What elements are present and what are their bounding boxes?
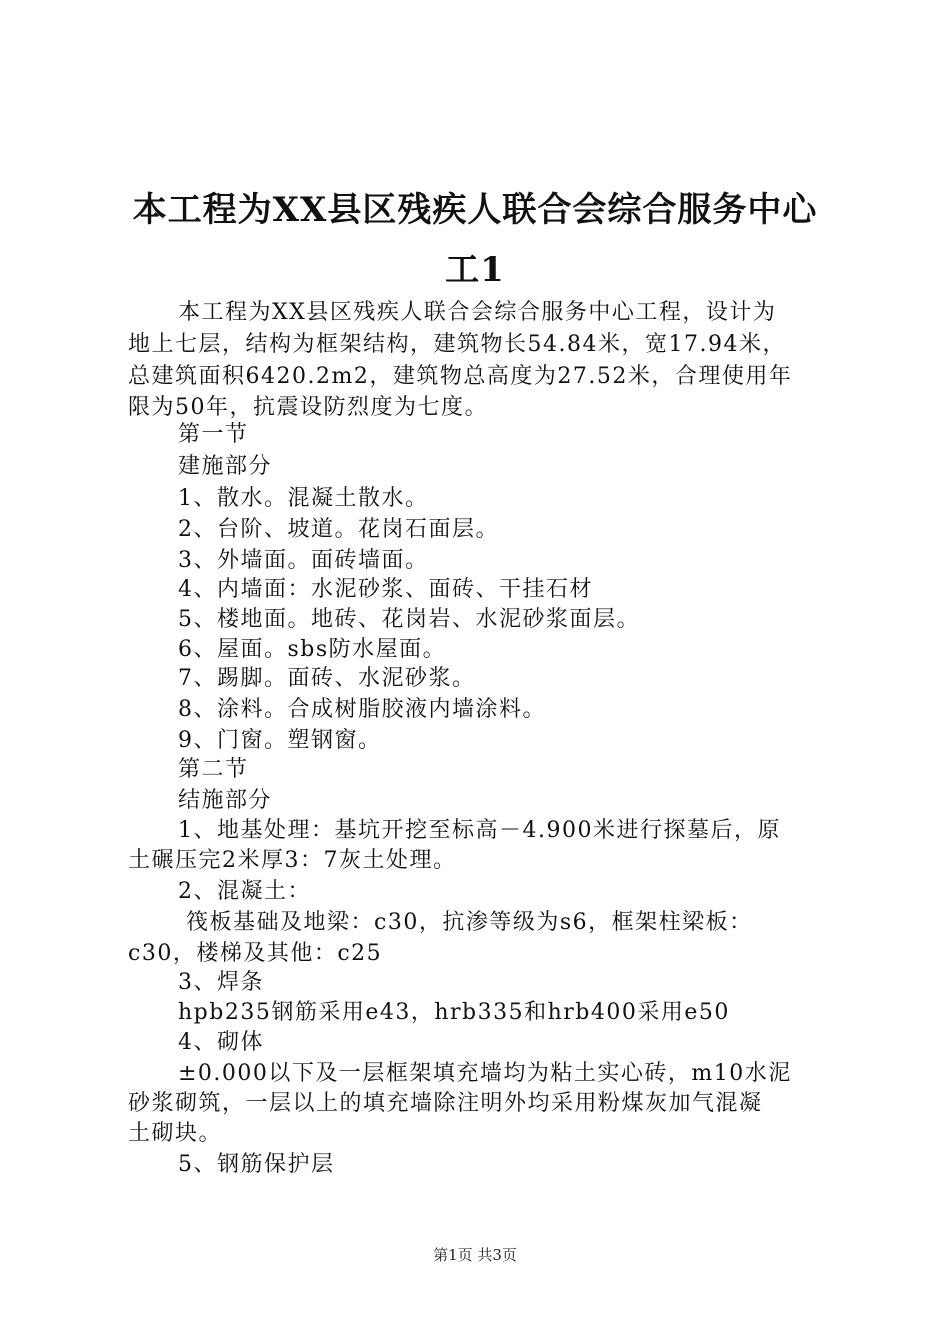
list-item: 3、外墙面。面砖墙面。 <box>178 548 429 573</box>
body-line: hpb235钢筋采用e43，hrb335和hrb400采用e50 <box>178 1000 730 1025</box>
body-line: ±0.000以下及一层框架填充墙均为粘土实心砖，m10水泥 <box>178 1061 792 1086</box>
section-subheading: 结施部分 <box>178 788 273 813</box>
list-item: 8、涂料。合成树脂胶液内墙涂料。 <box>178 697 546 722</box>
list-item: 5、钢筋保护层 <box>178 1152 335 1177</box>
list-item: 9、门窗。塑钢窗。 <box>178 728 382 753</box>
body-line: 土砌块。 <box>128 1121 223 1146</box>
list-item: 3、焊条 <box>178 970 264 995</box>
body-line: c30，楼梯及其他：c25 <box>128 941 383 966</box>
page-footer: 第1页 共3页 <box>433 1246 517 1264</box>
body-line: 限为50年，抗震设防烈度为七度。 <box>128 395 488 420</box>
body-line: 本工程为XX县区残疾人联合会综合服务中心工程，设计为 <box>178 300 777 325</box>
section-subheading: 建施部分 <box>178 454 273 479</box>
body-line: 砂浆砌筑，一层以上的填充墙除注明外均采用粉煤灰加气混凝 <box>128 1091 763 1116</box>
list-item: 2、台阶、坡道。花岗石面层。 <box>178 517 499 542</box>
body-line: 总建筑面积6420.2m2，建筑物总高度为27.52米，合理使用年 <box>128 364 793 389</box>
list-item: 1、散水。混凝土散水。 <box>178 486 429 511</box>
list-item: 5、楼地面。地砖、花岗岩、水泥砂浆面层。 <box>178 607 640 632</box>
list-item: 1、地基处理：基坑开挖至标高－4.900米进行探墓后，原 <box>178 818 781 843</box>
list-item: 4、内墙面：水泥砂浆、面砖、干挂石材 <box>178 577 593 602</box>
body-line: 土碾压完2米厚3：7灰土处理。 <box>128 848 457 873</box>
list-item: 7、踢脚。面砖、水泥砂浆。 <box>178 666 476 691</box>
list-item: 4、砌体 <box>178 1030 264 1055</box>
body-line: 地上七层，结构为框架结构，建筑物长54.84米，宽17.94米， <box>128 332 786 357</box>
section-heading: 第一节 <box>178 422 249 447</box>
body-line: 筏板基础及地梁：c30，抗渗等级为s6，框架柱梁板： <box>186 910 753 935</box>
document-title-line1: 本工程为XX县区残疾人联合会综合服务中心 <box>132 190 818 230</box>
section-heading: 第二节 <box>178 757 249 782</box>
document-title-line2: 工1 <box>445 250 505 290</box>
list-item: 2、混凝土： <box>178 879 311 904</box>
list-item: 6、屋面。sbs防水屋面。 <box>178 637 447 662</box>
